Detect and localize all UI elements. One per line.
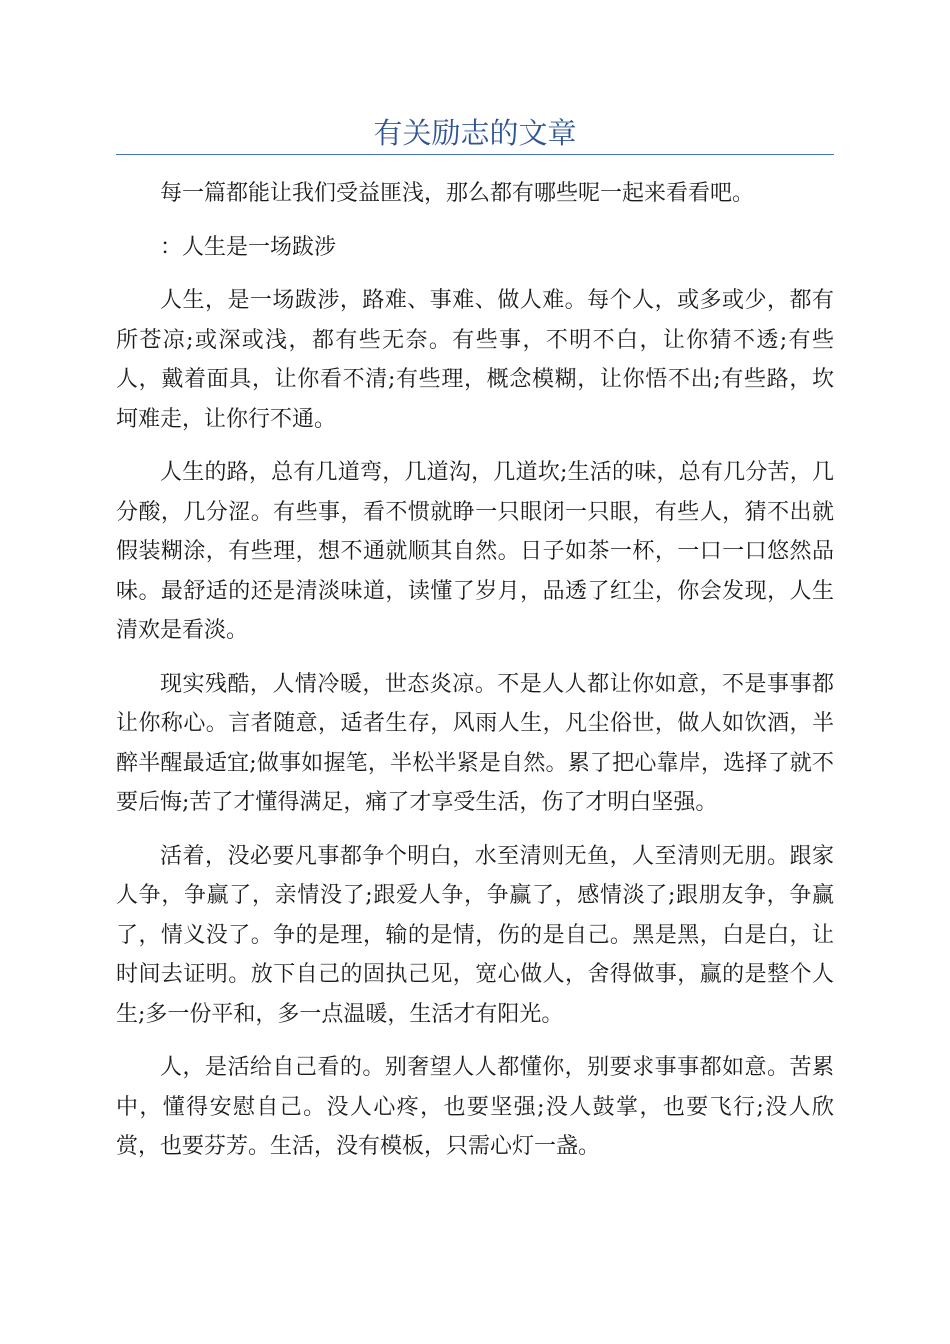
body-paragraph-5: 人，是活给自己看的。别奢望人人都懂你，别要求事事都如意。苦累中，懂得安慰自己。没人心疼，也要坚强;没人鼓掌，也要飞行;没人欣赏，也要芬芳。生活，没有模板，只需心灯一盏。 [116,1055,834,1159]
body-paragraph-1: 人生，是一场跋涉，路难、事难、做人难。每个人，或多或少，都有所苍凉;或深或浅，都有些无奈。有些事，不明不白，让你猜不透;有些人，戴着面具，让你看不清;有些理，概念模糊，让你悟不出;有些路，坎坷难走，让你行不通。 [116,288,834,432]
section-heading: ：人生是一场跋涉 [160,234,337,260]
document-body [116,174,834,1181]
document-title: 有关励志的文章 [373,116,577,150]
body-paragraph-4: 活着，没必要凡事都争个明白，水至清则无鱼，人至清则无朋。跟家人争，争赢了，亲情没了;跟爱人争，争赢了，感情淡了;跟朋友争，争赢了，情义没了。争的是理，输的是情，伤的是自己。黑是黑，白是白，让时间去证明。放下自己的固执己见，宽心做人，舍得做事，赢的是整个人生;多一份平和，多一点温暖，生活才有阳光。 [116,843,834,1027]
intro-paragraph: 每一篇都能让我们受益匪浅，那么都有哪些呢一起来看看吧。 [160,181,755,206]
body-paragraph-2: 人生的路，总有几道弯，几道沟，几道坎;生活的味，总有几分苦，几分酸，几分涩。有些事，看不惯就睁一只眼闭一只眼，有些人，猜不出就假装糊涂，有些理，想不通就顺其自然。日子如茶一杯，一口一口悠然品味。最舒适的还是清淡味道，读懂了岁月，品透了红尘，你会发现，人生清欢是看淡。 [116,460,834,643]
body-paragraph-3: 现实残酷，人情冷暖，世态炎凉。不是人人都让你如意，不是事事都让你称心。言者随意，适者生存，风雨人生，凡尘俗世，做人如饮酒，半醉半醒最适宜;做事如握笔，半松半紧是自然。累了把心靠岸，选择了就不要后悔;苦了才懂得满足，痛了才享受生活，伤了才明白坚强。 [116,671,834,815]
title-underline [116,154,834,155]
